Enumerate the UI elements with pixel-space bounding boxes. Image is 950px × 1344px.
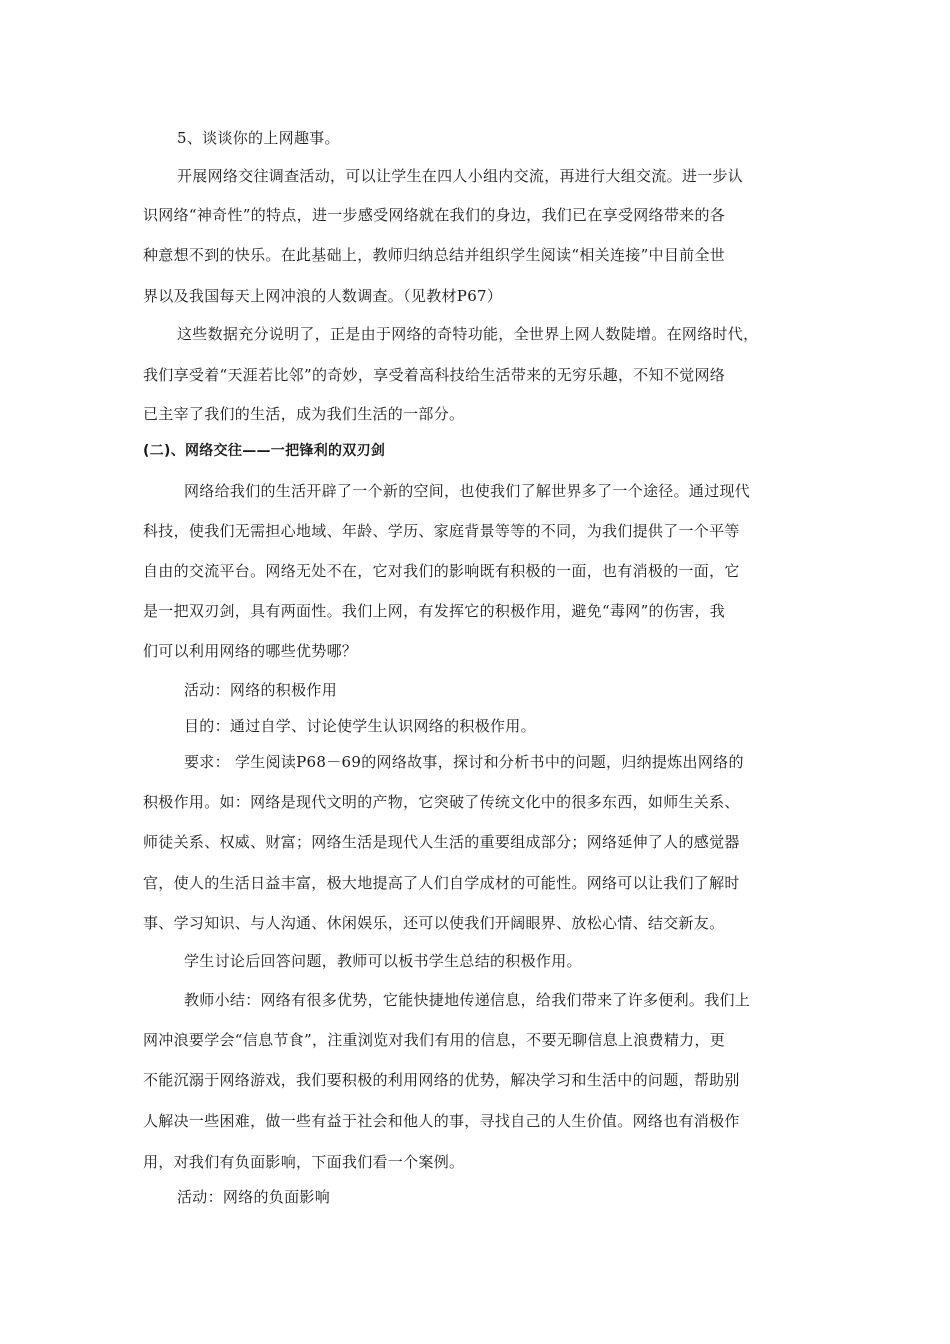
paragraph-line: 不能沉溺于网络游戏，我们要积极的利用网络的优势，解决学习和生活中的问题，帮助别 <box>143 1071 740 1089</box>
paragraph-line: 官，使人的生活日益丰富，极大地提高了人们自学成材的可能性。网络可以让我们了解时 <box>143 874 740 892</box>
paragraph-line: 科技，使我们无需担心地域、年龄、学历、家庭背景等等的不同，为我们提供了一个平等 <box>143 522 740 540</box>
paragraph-line: 自由的交流平台。网络无处不在，它对我们的影响既有积极的一面，也有消极的一面，它 <box>143 562 740 580</box>
paragraph-line: 界以及我国每天上网冲浪的人数调查。（见教材P67） <box>143 287 503 305</box>
paragraph-line: 识网络“神奇性”的特点，进一步感受网络就在我们的身边，我们已在享受网络带来的各 <box>143 206 726 224</box>
paragraph-line: 人解决一些困难，做一些有益于社会和他人的事，寻找自己的人生价值。网络也有消极作 <box>143 1112 740 1130</box>
paragraph-line: 是一把双刃剑，具有两面性。我们上网，有发挥它的积极作用，避免“毒网”的伤害，我 <box>143 602 726 620</box>
paragraph-line: 已主宰了我们的生活，成为我们生活的一部分。 <box>143 405 465 423</box>
paragraph-line: 我们享受着“天涯若比邻”的奇妙，享受着高科技给生活带来的无穷乐趣，不知不觉网络 <box>143 366 726 384</box>
requirement-line: 要求： 学生阅读P68－69的网络故事，探讨和分析书中的问题，归纳提炼出网络的 <box>184 753 744 771</box>
paragraph-line: 网冲浪要学会“信息节食”，注重浏览对我们有用的信息，不要无聊信息上浪费精力，更 <box>143 1031 726 1049</box>
paragraph-line: 开展网络交往调查活动，可以让学生在四人小组内交流，再进行大组交流。进一步认 <box>177 167 744 185</box>
paragraph-line: 们可以利用网络的哪些优势哪？ <box>143 642 358 660</box>
paragraph-line: 积极作用。如：网络是现代文明的产物，它突破了传统文化中的很多东西，如师生关系、 <box>143 793 740 811</box>
paragraph-line: 学生讨论后回答问题，教师可以板书学生总结的积极作用。 <box>184 952 582 970</box>
paragraph-line: 种意想不到的快乐。在此基础上，教师归纳总结并组织学生阅读“相关连接”中目前全世 <box>143 246 726 264</box>
paragraph-line: 这些数据充分说明了，正是由于网络的奇特功能，全世界上网人数陡增。在网络时代， <box>177 325 759 343</box>
paragraph-line: 教师小结：网络有很多优势，它能快捷地传递信息，给我们带来了许多便利。我们上 <box>184 991 751 1009</box>
paragraph-line: 事、学习知识、与人沟通、休闲娱乐，还可以使我们开阔眼界、放松心情、结交新友。 <box>143 914 725 932</box>
list-item-5: 5、谈谈你的上网趣事。 <box>177 129 340 147</box>
paragraph-line: 用，对我们有负面影响，下面我们看一个案例。 <box>143 1153 465 1171</box>
paragraph-line: 师徒关系、权威、财富；网络生活是现代人生活的重要组成部分；网络延伸了人的感觉器 <box>143 833 740 851</box>
section-heading: (二)、网络交往——一把锋利的双刃剑 <box>143 443 386 459</box>
paragraph-line: 网络给我们的生活开辟了一个新的空间，也使我们了解世界多了一个途径。通过现代 <box>184 482 751 500</box>
activity-label: 活动：网络的积极作用 <box>184 681 338 699</box>
activity-label: 活动：网络的负面影响 <box>177 1188 331 1206</box>
purpose-label: 目的：通过自学、讨论使学生认识网络的积极作用。 <box>184 717 536 735</box>
